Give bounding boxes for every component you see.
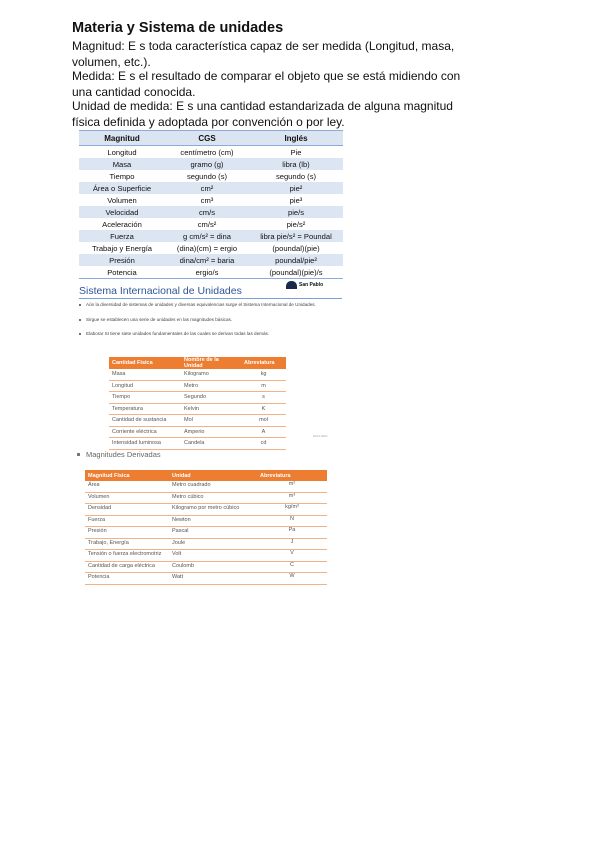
table-cell: Metro cúbico: [169, 492, 257, 504]
table-cell: (poundal)(pie)/s: [249, 266, 343, 279]
table-cell: segundo (s): [275, 171, 317, 181]
table-row: [79, 194, 343, 206]
table-cell: Mol: [181, 415, 241, 427]
table-row: [85, 527, 327, 539]
column-header: Cantidad Física: [109, 357, 181, 369]
column-header: Nombre de la Unidad: [181, 357, 241, 369]
table-cell: poundal/pie²: [249, 254, 343, 266]
table-row: [109, 415, 286, 427]
table-cell: mol: [241, 415, 286, 427]
table-cell: m³: [257, 492, 327, 504]
table-row: [85, 538, 327, 550]
table-cell: pie²: [249, 182, 343, 194]
table-cell: Cantidad de sustancia: [109, 415, 181, 427]
table-cell: Segundo: [181, 392, 241, 404]
table-cell: Presión: [85, 527, 169, 539]
table-cell: Metro: [181, 380, 241, 392]
table-cell: Fuerza: [85, 515, 169, 527]
si-bullet-list: [79, 302, 341, 346]
table-cell: Densidad: [85, 504, 169, 516]
table-cell: Cantidad de carga eléctrica: [85, 561, 169, 573]
list-item: Sirgue se establecen una serie de unidades en las magnitudes básicas.: [79, 317, 341, 324]
table-cell: Watt: [169, 573, 257, 585]
si-heading: Sistema Internacional de Unidades: [79, 285, 342, 299]
table-cell: Potencia: [85, 573, 169, 585]
table-row: [79, 146, 343, 159]
table-cell: Volt: [169, 550, 257, 562]
table-cell: Área o Superficie: [79, 182, 165, 194]
table-row: [79, 206, 343, 218]
column-header: Magnitud Física: [85, 470, 169, 481]
table-cell: m²: [257, 481, 327, 492]
table-cell: N: [257, 515, 327, 527]
table-cell: libra pie/s² = Poundal: [249, 230, 343, 242]
table-cell: Tiempo: [109, 392, 181, 404]
table-cell: Trabajo y Energía: [91, 243, 153, 253]
table-cell: Tensión o fuerza electromotriz: [85, 550, 169, 562]
column-header: CGS: [165, 131, 249, 146]
table-row: [85, 561, 327, 573]
column-header: Unidad: [169, 470, 257, 481]
table-cell: cm³: [200, 195, 214, 205]
table-cell: Amperio: [181, 426, 241, 438]
table-cell: Pascal: [169, 527, 257, 539]
table-row: [109, 438, 286, 450]
table-cell: Pie: [290, 147, 302, 157]
table-cell: Newton: [169, 515, 257, 527]
table-cell: Potencia: [79, 266, 165, 279]
table-row: [109, 426, 286, 438]
table-cell: Trabajo, Energía: [85, 538, 169, 550]
magnitud-definition: Magnitud: E s toda característica capaz de ser medida (Longitud, masa, volumen, etc.).: [72, 39, 455, 69]
table-header-row: [109, 357, 286, 369]
table-row: [85, 515, 327, 527]
list-item: Elaborar SI tiene siete unidades fundamentales de las cuales se derivan todas las demás.: [79, 331, 341, 338]
table-cell: cm/s: [165, 206, 249, 218]
column-header: Abreviatura: [241, 357, 286, 369]
column-header: Inglés: [249, 131, 343, 146]
table-row: [79, 230, 343, 242]
table-cell: Kilogramo: [181, 369, 241, 380]
table-cell: g cm/s² = dina: [165, 230, 249, 242]
table-cell: J: [257, 538, 327, 550]
table-header-row: [85, 470, 327, 481]
table-cell: Metro cuadrado: [169, 481, 257, 492]
page-title: Materia y Sistema de unidades: [72, 20, 284, 36]
derived-section-label: Magnitudes Derivadas: [77, 450, 161, 459]
table-row: [85, 504, 327, 516]
logo-text: San Pablo: [299, 282, 324, 288]
table-row: [79, 254, 343, 266]
bullet-icon: [79, 319, 81, 321]
table-cell: libra (lb): [249, 158, 343, 170]
table-cell: Intensidad luminosa: [109, 438, 181, 450]
table-cell: Fuerza: [79, 230, 165, 242]
table-row: [79, 182, 343, 194]
table-cell: Presión: [79, 254, 165, 266]
bullet-icon: [79, 333, 81, 335]
table-cell: m: [241, 380, 286, 392]
table-cell: Kelvin: [181, 403, 241, 415]
table-cell: pie³: [289, 195, 303, 205]
table-cell: pie/s²: [286, 219, 306, 229]
table-cell: Longitud: [107, 147, 137, 157]
cgs-ingles-table: [79, 130, 343, 279]
table-row: [109, 380, 286, 392]
table-cell: (dina)(cm) = ergio: [176, 243, 238, 253]
table-cell: A: [241, 426, 286, 438]
table-row: [79, 158, 343, 170]
table-row: [85, 550, 327, 562]
table-cell: Masa: [109, 369, 181, 380]
table-cell: Joule: [169, 538, 257, 550]
table-row: [109, 369, 286, 380]
table-row: [85, 573, 327, 585]
bullet-icon: [77, 453, 80, 456]
table-cell: cm²: [165, 182, 249, 194]
table-row: [109, 392, 286, 404]
table-row: [79, 266, 343, 279]
table-row: [79, 218, 343, 230]
table-cell: C: [257, 561, 327, 573]
table-cell: Temperatura: [109, 403, 181, 415]
list-item: Aún la diversidad de sistemas de unidades y diversas equivalencias surge el Sistema Internacional de Unidades.: [79, 302, 341, 309]
table-cell: Kilogramo por metro cúbico: [169, 504, 257, 516]
si-fundamental-table: [109, 357, 286, 450]
table-cell: Masa: [79, 158, 165, 170]
table-cell: Corriente eléctrica: [109, 426, 181, 438]
derived-units-table: [85, 470, 327, 585]
table-cell: cd: [241, 438, 286, 450]
table-cell: segundo (s): [186, 171, 228, 181]
table-cell: Volumen: [85, 492, 169, 504]
column-header: Abreviatura: [257, 470, 327, 481]
table-cell: (poundal)(pie): [272, 243, 320, 253]
table-row: [79, 242, 343, 254]
table-cell: Coulomb: [169, 561, 257, 573]
table-cell: gramo (g): [165, 158, 249, 170]
faint-note: uuu.uuu: [313, 433, 328, 438]
san-pablo-logo: [286, 281, 323, 289]
bullet-icon: [79, 304, 81, 306]
table-row: [79, 170, 343, 182]
table-cell: Pa: [257, 527, 327, 539]
table-cell: K: [241, 403, 286, 415]
column-header: Magnitud: [79, 131, 165, 146]
table-cell: Velocidad: [79, 206, 165, 218]
table-cell: Área: [85, 481, 169, 492]
table-cell: kg: [241, 369, 286, 380]
university-logo-icon: [286, 281, 297, 289]
table-cell: centímetro (cm): [180, 147, 234, 157]
table-cell: s: [241, 392, 286, 404]
table-row: [85, 481, 327, 492]
table-row: [109, 403, 286, 415]
unidad-definition: Unidad de medida: E s una cantidad estandarizada de alguna magnitud física definida y adoptada por convención o por ley.: [72, 99, 453, 129]
table-row: [85, 492, 327, 504]
table-cell: Candela: [181, 438, 241, 450]
medida-definition: Medida: E s el resultado de comparar el objeto que se está midiendo con una cantidad conocida.: [72, 69, 461, 99]
table-cell: V: [257, 550, 327, 562]
table-cell: cm/s²: [197, 219, 217, 229]
table-cell: W: [257, 573, 327, 585]
table-cell: Tiempo: [109, 171, 135, 181]
table-cell: Aceleración: [102, 219, 142, 229]
table-cell: ergio/s: [165, 266, 249, 279]
table-cell: Volumen: [107, 195, 137, 205]
table-cell: dina/cm² = baria: [165, 254, 249, 266]
table-cell: pie/s: [249, 206, 343, 218]
table-cell: kg/m³: [257, 504, 327, 516]
table-header-row: [79, 131, 343, 146]
table-cell: Longitud: [109, 380, 181, 392]
